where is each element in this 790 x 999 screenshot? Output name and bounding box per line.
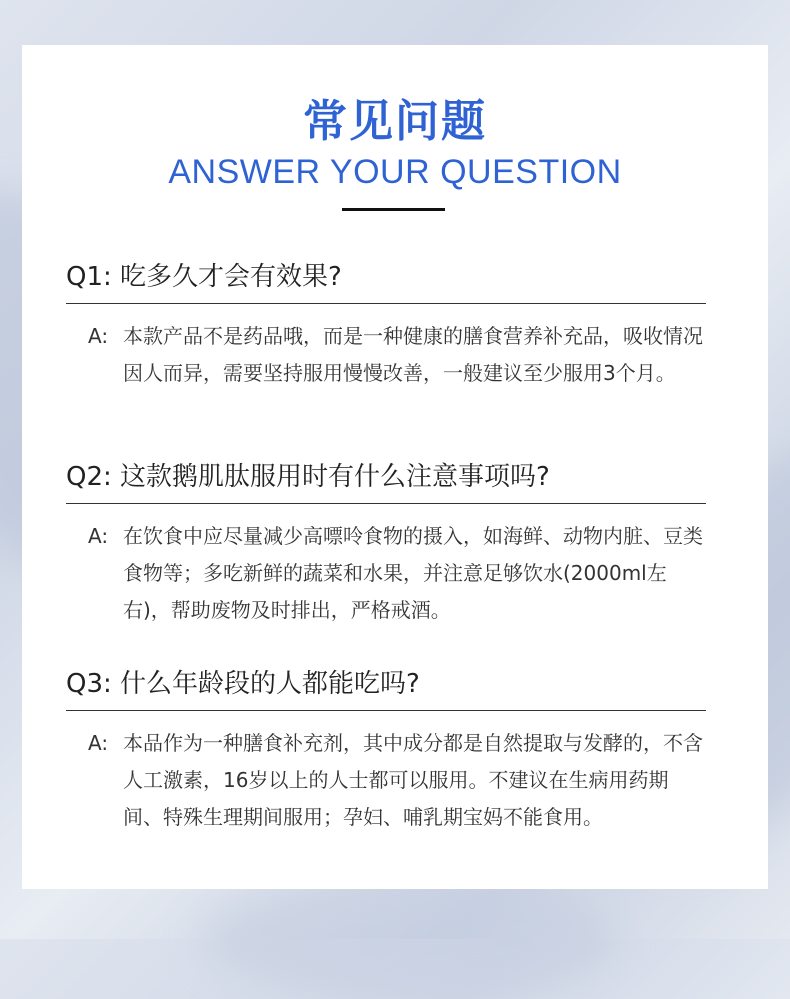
page-subtitle: ANSWER YOUR QUESTION <box>168 153 622 191</box>
faq-item-2 <box>66 457 706 629</box>
background-swirl <box>200 879 620 999</box>
faq-answer <box>66 318 706 392</box>
faq-question: Q1: 吃多久才会有效果? <box>66 257 706 304</box>
faq-card <box>22 45 768 889</box>
answer-prefix: A: <box>88 324 109 348</box>
title-divider <box>342 208 445 211</box>
faq-item-1 <box>66 257 706 392</box>
faq-question: Q3: 什么年龄段的人都能吃吗? <box>66 664 706 711</box>
answer-prefix: A: <box>88 731 109 755</box>
faq-item-3 <box>66 664 706 836</box>
faq-question: Q2: 这款鹅肌肽服用时有什么注意事项吗? <box>66 457 706 504</box>
page-title: 常见问题 <box>303 96 487 147</box>
answer-prefix: A: <box>88 524 109 548</box>
answer-text: 本品作为一种膳食补充剂，其中成分都是自然提取与发酵的，不含人工激素，16岁以上的人士都可以服用。不建议在生病用药期间、特殊生理期间服用；孕妇、哺乳期宝妈不能食用。 <box>123 731 703 829</box>
answer-text: 在饮食中应尽量减少高嘌呤食物的摄入，如海鲜、动物内脏、豆类食物等；多吃新鲜的蔬菜和水果，并注意足够饮水(2000ml左右)，帮助废物及时排出，严格戒酒。 <box>123 524 703 622</box>
faq-answer <box>66 725 706 836</box>
answer-text: 本款产品不是药品哦，而是一种健康的膳食营养补充品，吸收情况因人而异，需要坚持服用慢慢改善，一般建议至少服用3个月。 <box>123 324 703 385</box>
faq-answer <box>66 518 706 629</box>
